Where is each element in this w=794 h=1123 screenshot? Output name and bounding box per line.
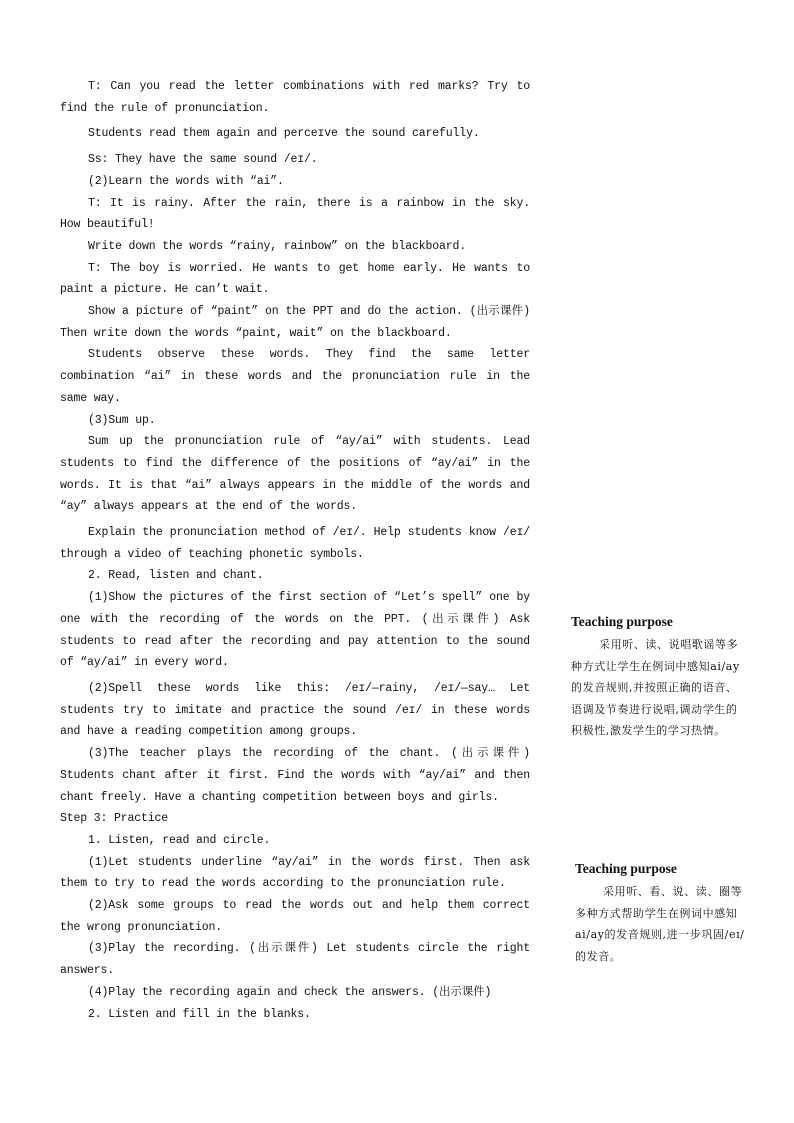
paragraph: (2)Ask some groups to read the words out and help them correct the wrong pronunciation. (60, 899, 530, 934)
paragraph: Students observe these words. They find the same letter combination “ai” in these words and the pronunciation rule in the same way. (60, 348, 530, 405)
paragraph: T: The boy is worried. He wants to get home early. He wants to paint a picture. He can’t wait. (60, 261, 530, 297)
paragraph: (3)Play the recording. (出示课件) Let students circle the right answers. (60, 942, 530, 978)
teaching-purpose-note-1 (571, 614, 746, 742)
paragraph: 1. Listen, read and circle. (88, 833, 271, 847)
paragraph: (1)Let students underline “ay/ai” in the words first. Then ask them to try to read the words according to the pronunciation rule. (60, 855, 530, 891)
step-heading: Step 3: Practice (60, 812, 169, 826)
paragraph: T: Can you read the letter combinations with red marks? Try to find the rule of pronunciation. (60, 80, 530, 115)
paragraph: Sum up the pronunciation rule of “ay/ai” with students. Lead students to find the difference of the positions of “ay/ai” in the words. It is that “ai” always appears in the middle of the words and “ay” always appears at the end of the words. (60, 435, 530, 514)
paragraph: T: It is rainy. After the rain, there is a rainbow in the sky. How beautiful! (60, 196, 530, 232)
paragraph: 2. Listen and fill in the blanks. (88, 1007, 311, 1021)
paragraph: (3)The teacher plays the recording of the chant. (出示课件) Students chant after it first. Find the words with “ay/ai” and then chant freely. Have a chanting competition between boys and girls. (60, 747, 530, 804)
note-title: Teaching purpose (575, 861, 677, 876)
paragraph: 2. Read, listen and chant. (88, 569, 264, 583)
paragraph: (1)Show the pictures of the first section of “Let’s spell” one by one with the recording of the words on the PPT. (出示课件) Ask students to read after the recording and pay attention to the sound of “ay/ai” in every word. (60, 591, 530, 670)
paragraph: (2)Spell these words like this: /eɪ/—rainy, /eɪ/—say… Let students try to imitate and practice the sound /eɪ/ in these words and have a reading competition among groups. (60, 681, 530, 739)
teaching-purpose-note-2 (575, 861, 750, 967)
paragraph: (2)Learn the words with “ai”. (88, 174, 284, 188)
note-title: Teaching purpose (571, 614, 673, 629)
note-body: 采用听、看、说、读、圈等多种方式帮助学生在例词中感知ai/ay的发音规则,进一步巩固/eɪ/的发音。 (575, 885, 745, 963)
paragraph: Show a picture of “paint” on the PPT and do the action. (出示课件) Then write down the words “paint, wait” on the blackboard. (60, 305, 530, 340)
paragraph: (4)Play the recording again and check the answers. (出示课件) (88, 985, 492, 999)
lesson-procedure-text (60, 76, 530, 1025)
paragraph: Write down the words “rainy, rainbow” on the blackboard. (88, 239, 467, 253)
paragraph: Students read them again and perceɪve the sound carefully. (88, 127, 480, 141)
paragraph: Ss: They have the same sound /eɪ/. (88, 153, 318, 167)
paragraph: (3)Sum up. (88, 413, 156, 427)
note-body: 采用听、读、说唱歌谣等多种方式让学生在例词中感知ai/ay的发音规则,并按照正确的语音、语调及节奏进行说唱,调动学生的积极性,激发学生的学习热情。 (571, 638, 740, 737)
paragraph: Explain the pronunciation method of /eɪ/. Help students know /eɪ/ through a video of teaching phonetic symbols. (60, 526, 530, 561)
